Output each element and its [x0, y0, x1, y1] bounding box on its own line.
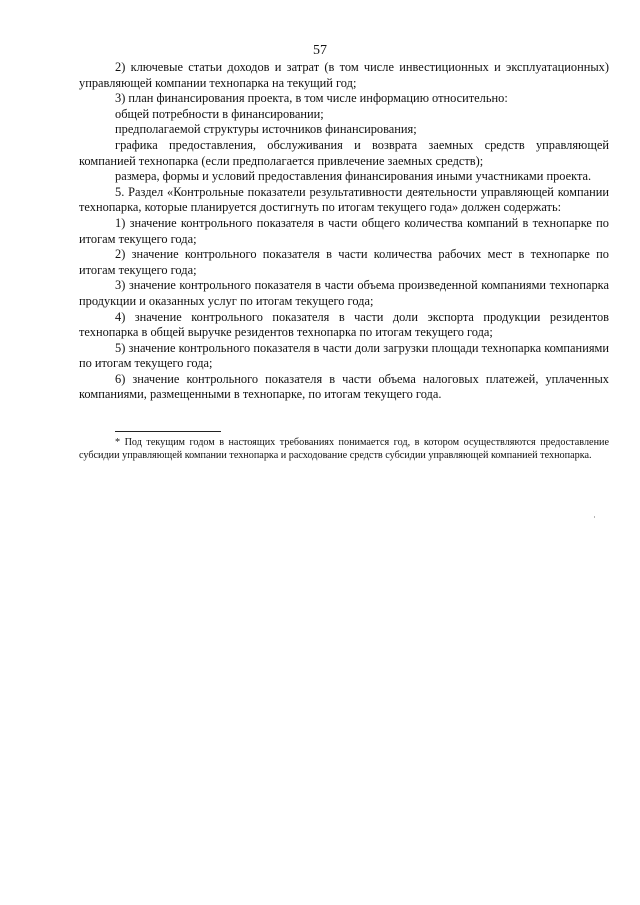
paragraph-section-5: 5. Раздел «Контрольные показатели результативности деятельности управляющей компании технопарка, которые планируется достигнуть по итогам текущего года» должен содержать: [79, 184, 609, 215]
body-text [79, 60, 609, 403]
footnote-divider [115, 431, 221, 432]
paragraph-total-need: общей потребности в финансировании; [115, 106, 324, 121]
footnote: * Под текущим годом в настоящих требованиях понимается год, в котором осуществляются предоставление субсидии управляющей компании технопарка и расходование средств субсидии управляющей компанией технопарка. [79, 437, 609, 461]
page-number: 57 [313, 43, 327, 58]
paragraph-kpi-output: 3) значение контрольного показателя в части объема произведенной компаниями технопарка продукции и оказанных услуг по итогам текущего года; [79, 278, 609, 308]
paragraph-kpi-occupancy: 5) значение контрольного показателя в части доли загрузки площади технопарка компаниями по итогам текущего года; [79, 340, 609, 371]
paragraph-funding-structure: предполагаемой структуры источников финансирования; [115, 122, 417, 137]
paragraph-revenue-costs: 2) ключевые статьи доходов и затрат (в том числе инвестиционных и эксплуатационных) управляющей компании технопарка на текущий год; [79, 60, 609, 90]
paragraph-other-participants: размера, формы и условий предоставления финансирования иными участниками проекта. [115, 169, 592, 184]
paragraph-loan-schedule: графика предоставления, обслуживания и возврата заемных средств управляющей компанией технопарка (если предполагается привлечение заемных средств); [79, 137, 609, 168]
scan-speck [594, 516, 595, 518]
paragraph-kpi-companies: 1) значение контрольного показателя в части общего количества компаний в технопарке по итогам текущего года; [79, 215, 609, 246]
paragraph-kpi-export: 4) значение контрольного показателя в части доли экспорта продукции резидентов технопарка в общей выручке резидентов технопарка по итогам текущего года; [79, 309, 609, 340]
paragraph-kpi-jobs: 2) значение контрольного показателя в части количества рабочих мест в технопарке по итогам текущего года; [79, 247, 609, 277]
paragraph-financing-plan: 3) план финансирования проекта, в том числе информацию относительно: [115, 91, 508, 106]
paragraph-kpi-taxes: 6) значение контрольного показателя в части объема налоговых платежей, уплаченных компаниями, размещенными в технопарке, по итогам текущего года. [79, 371, 609, 402]
